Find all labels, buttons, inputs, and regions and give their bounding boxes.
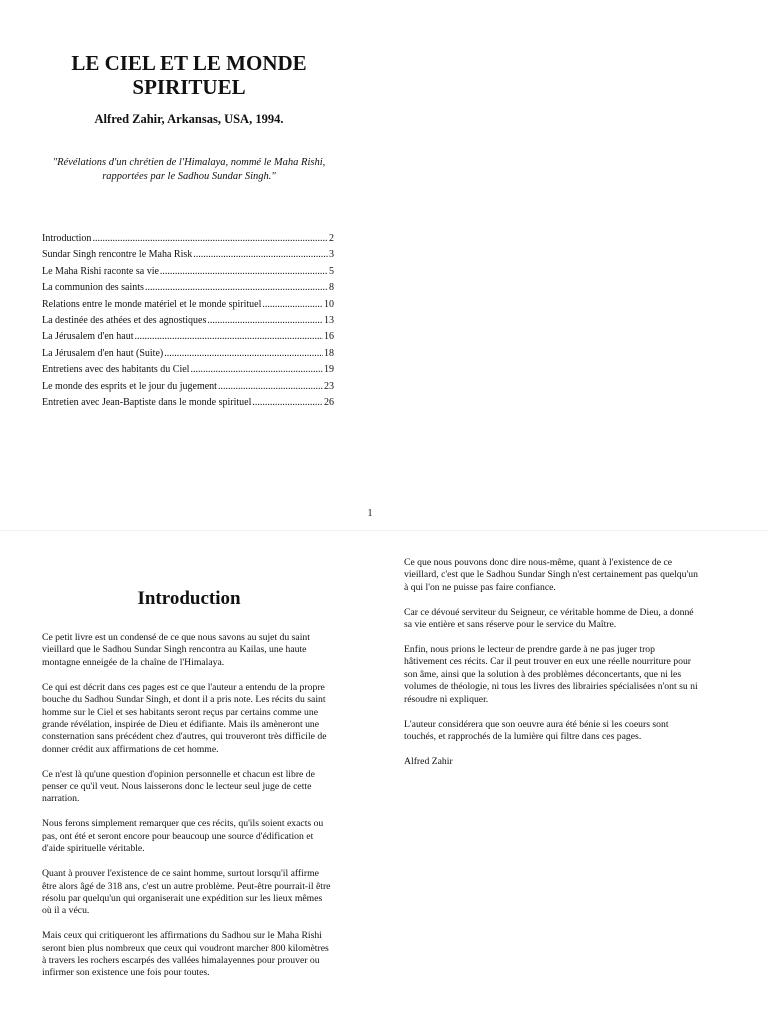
paragraph: Ce qui est décrit dans ces pages est ce que l'auteur a entendu de la propre bouche du Sadhou Sundar Singh, et dont il a pris note. Les récits du saint homme sur le Ciel et ses habitants seront reçus par certains comme une grande révélation, inspirée de Dieu et édifiante. Mais ils amèneront une consternation sans précédent chez d'autres, qui trouveront très difficile de donner crédit aux affirmations de cet homme.: [42, 681, 327, 755]
toc-entry-label: La Jérusalem d'en haut (Suite): [42, 347, 164, 359]
paragraph: Ce que nous pouvons donc dire nous-même, quant à l'existence de ce vieillard, c'est que le Sadhou Sundar Singh n'est certainement pas quelqu'un à qui l'on ne puisse pas faire confiance.: [404, 557, 698, 593]
toc-entry[interactable]: [42, 348, 334, 364]
toc-entry-label: Sundar Singh rencontre le Maha Risk: [42, 249, 193, 261]
toc-entry[interactable]: [42, 397, 334, 413]
document-title: [40, 51, 338, 99]
toc-entry[interactable]: [42, 233, 334, 249]
toc-entry[interactable]: [42, 266, 334, 282]
toc-entry-page: 8: [329, 282, 334, 294]
toc-entry[interactable]: [42, 299, 334, 315]
toc-entry-page: 10: [324, 298, 334, 310]
paragraph: Alfred Zahir: [404, 755, 453, 767]
paragraph: Nous ferons simplement remarquer que ces récits, qu'ils soient exacts ou pas, ont été et seront encore pour beaucoup une source d'édification et d'aide spirituelle véritable.: [42, 818, 324, 855]
paragraph: Ce petit livre est un condensé de ce que nous savons au sujet du saint vieillard que le Sadhou Sundar Singh rencontra au Kailas, une haute montagne enneigée de la chaîne de l'Himalaya.: [42, 632, 310, 668]
toc-dot-leader: [92, 233, 328, 244]
toc-dot-leader: [164, 348, 323, 359]
toc-entry-label: Le Maha Rishi raconte sa vie: [42, 265, 159, 277]
toc-entry[interactable]: [42, 364, 334, 380]
toc-entry-page: 3: [329, 249, 334, 261]
toc-entry-page: 13: [324, 314, 334, 326]
toc-entry-page: 16: [324, 331, 334, 343]
toc-entry-label: La destinée des athées et des agnostiques: [42, 314, 207, 326]
toc-dot-leader: [262, 299, 323, 310]
toc-entry-page: 5: [329, 265, 334, 277]
toc-entry-page: 23: [324, 380, 334, 392]
subtitle-line-2: rapportées par le Sadhou Sundar Singh.": [102, 171, 276, 182]
title-line-2: SPIRITUEL: [132, 75, 246, 99]
toc-dot-leader: [207, 315, 323, 326]
paragraph: Car ce dévoué serviteur du Seigneur, ce véritable homme de Dieu, a donné sa vie entière et sans réserve pour le service du Maître.: [404, 606, 694, 631]
toc-entry-page: 26: [324, 396, 334, 408]
toc-entry[interactable]: [42, 331, 334, 347]
toc-entry-label: Entretiens avec des habitants du Ciel: [42, 364, 190, 376]
table-of-contents: [42, 233, 334, 413]
introduction-heading: Introduction: [137, 588, 241, 609]
paragraph: Ce n'est là qu'une question d'opinion personnelle et chacun est libre de penser ce qu'il veut. Nous laisserons donc le lecteur seul juge de cette narration.: [42, 768, 315, 805]
toc-dot-leader: [193, 249, 328, 260]
paragraph: Quant à prouver l'existence de ce saint homme, surtout lorsqu'il affirme être alors âgé de 318 ans, c'est un autre problème. Peut-être pourrait-il être résolu par quelqu'un qui organiserait une expédition sur les lieux mêmes où il a vécu.: [42, 868, 331, 917]
toc-dot-leader: [160, 266, 328, 277]
toc-entry-label: La Jérusalem d'en haut: [42, 331, 134, 343]
toc-entry[interactable]: [42, 381, 334, 397]
toc-entry-label: Relations entre le monde matériel et le monde spirituel: [42, 298, 262, 310]
toc-entry-label: Introduction: [42, 233, 92, 244]
page-number: 1: [367, 508, 373, 519]
toc-dot-leader: [252, 397, 323, 408]
toc-entry-page: 2: [329, 233, 334, 244]
author-line: Alfred Zahir, Arkansas, USA, 1994.: [94, 112, 284, 126]
toc-entry-label: La communion des saints: [42, 282, 144, 294]
toc-entry[interactable]: [42, 249, 334, 265]
toc-entry-label: Le monde des esprits et le jour du jugement: [42, 380, 217, 392]
toc-entry-page: 19: [324, 364, 334, 376]
paragraph: Mais ceux qui critiqueront les affirmations du Sadhou sur le Maha Rishi seront bien plus nombreux que ceux qui voudront marcher 800 kilomètres à travers les rochers escarpés des vallées himalayennes pour prouver ou infirmer son existence une fois pour toutes.: [42, 930, 329, 979]
toc-entry-label: Entretien avec Jean-Baptiste dans le monde spirituel: [42, 396, 252, 408]
toc-entry[interactable]: [42, 282, 334, 298]
title-line-1: LE CIEL ET LE MONDE: [71, 51, 307, 75]
toc-entry-page: 18: [324, 347, 334, 359]
toc-entry[interactable]: [42, 315, 334, 331]
paragraph: L'auteur considérera que son oeuvre aura été bénie si les coeurs sont touchés, et rapprochés de la lumière qui filtre dans ces pages.: [404, 718, 669, 742]
subtitle-line-1: "Révélations d'un chrétien de l'Himalaya, nommé le Maha Rishi,: [52, 157, 326, 168]
paragraph: Enfin, nous prions le lecteur de prendre garde à ne pas juger trop hâtivement ces récits. Car il peut trouver en eux une réelle nourriture pour son âme, ainsi que la solution à des problèmes déconcertants, que ni les volumes de théologie, ni tous les livres des librairies spécialisées n'ont su ni résoudre ni expliquer.: [404, 644, 698, 705]
toc-dot-leader: [218, 381, 323, 392]
toc-dot-leader: [135, 331, 324, 342]
toc-dot-leader: [190, 364, 323, 375]
right-column: [404, 557, 700, 781]
subtitle: [40, 156, 338, 184]
page-divider: [0, 530, 768, 531]
left-column: [42, 632, 334, 992]
toc-dot-leader: [145, 282, 328, 293]
